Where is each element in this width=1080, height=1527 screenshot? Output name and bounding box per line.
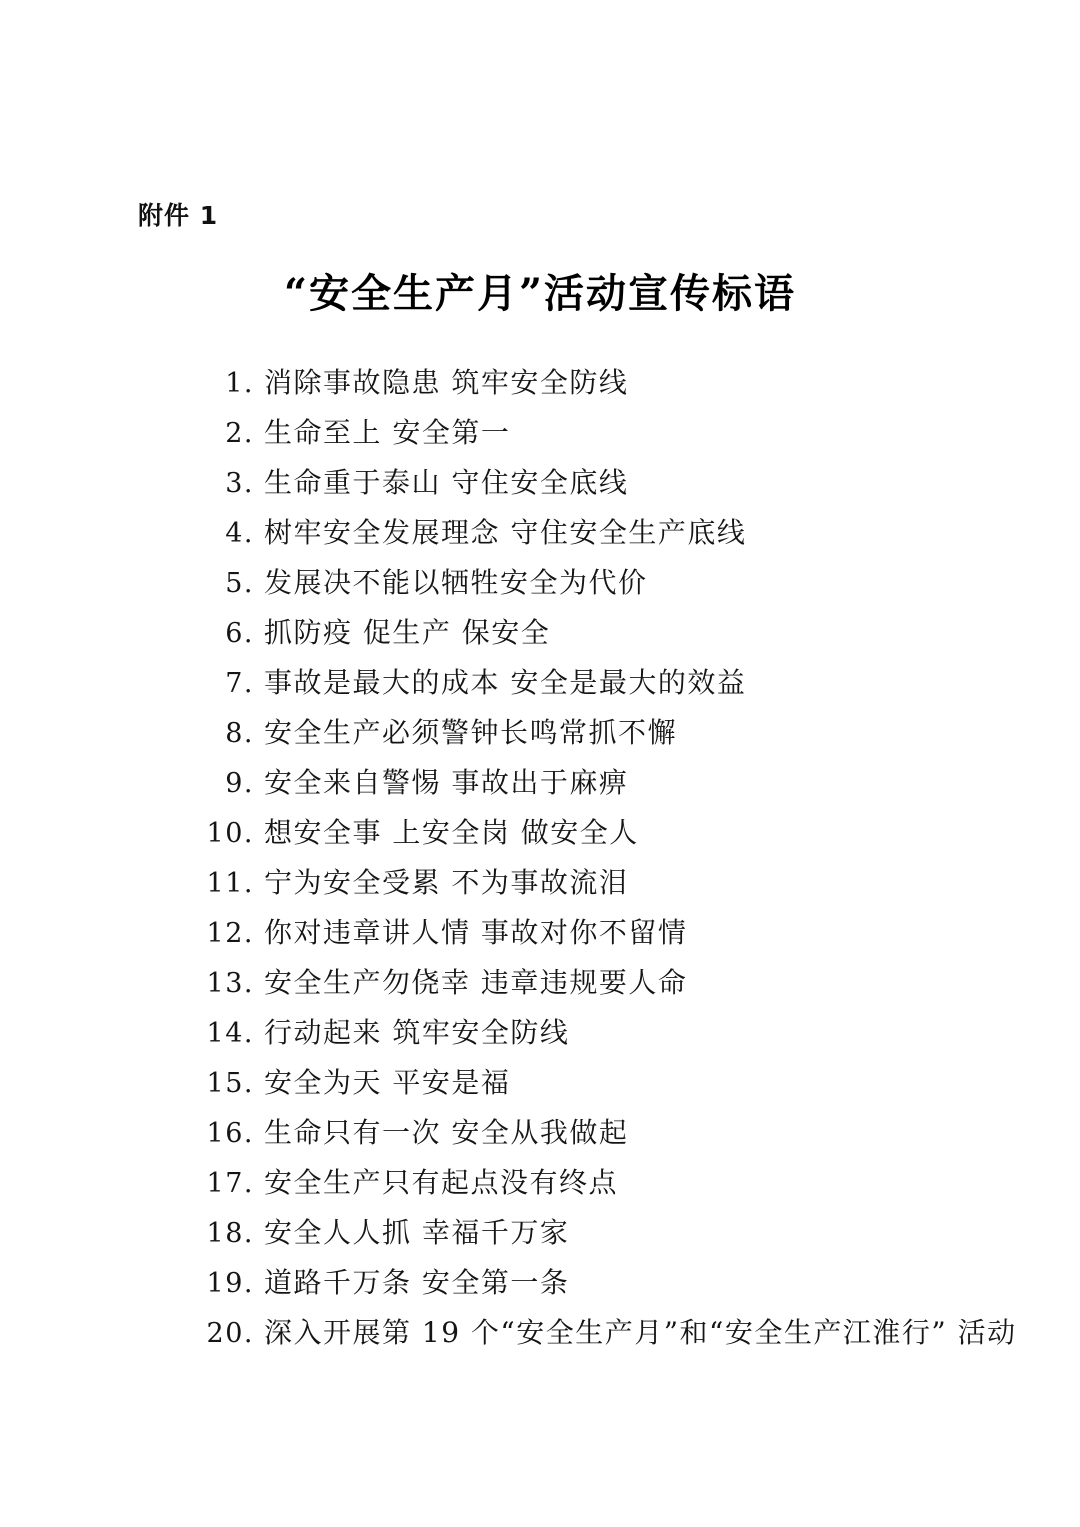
list-item-number: 12.	[206, 918, 254, 949]
list-item-text: 抓防疫 促生产 保安全	[264, 616, 551, 649]
list-item-number: 9.	[225, 768, 254, 799]
list-item	[200, 508, 960, 558]
list-item-text: 发展决不能以牺牲安全为代价	[264, 566, 648, 599]
list-item-number: 6.	[225, 618, 254, 649]
list-item-text: 安全生产必须警钟长鸣常抓不懈	[264, 716, 678, 749]
list-item-text: 树牢安全发展理念 守住安全生产底线	[264, 516, 747, 549]
list-item	[200, 908, 960, 958]
list-item	[200, 1008, 960, 1058]
list-item	[200, 658, 960, 708]
list-item	[200, 558, 960, 608]
list-item-text: 安全生产勿侥幸 违章违规要人命	[264, 966, 688, 999]
list-item-text: 生命至上 安全第一	[264, 416, 511, 449]
list-item-text: 安全来自警惕 事故出于麻痹	[264, 766, 629, 799]
list-item	[200, 858, 960, 908]
list-item-number: 8.	[225, 718, 254, 749]
list-item-text: 事故是最大的成本 安全是最大的效益	[264, 666, 747, 699]
list-item-text: 行动起来 筑牢安全防线	[264, 1016, 570, 1049]
list-item	[200, 1258, 960, 1308]
list-item-number: 11.	[206, 868, 254, 899]
list-item-number: 16.	[206, 1118, 254, 1149]
list-item-number: 13.	[206, 968, 254, 999]
list-item-number: 20.	[206, 1318, 254, 1349]
list-item-number: 4.	[225, 518, 254, 549]
list-item-text: 深入开展第 19 个“安全生产月”和“安全生产江淮行” 活动	[264, 1316, 1017, 1349]
list-item-text: 想安全事 上安全岗 做安全人	[264, 816, 639, 849]
list-item-number: 7.	[225, 668, 254, 699]
list-item-text: 消除事故隐患 筑牢安全防线	[264, 366, 629, 399]
list-item	[200, 1058, 960, 1108]
list-item	[200, 758, 960, 808]
page-title: “安全生产月”活动宣传标语	[283, 270, 796, 317]
list-item-number: 18.	[206, 1218, 254, 1249]
list-item-number: 5.	[225, 568, 254, 599]
list-item-text: 生命只有一次 安全从我做起	[264, 1116, 629, 1149]
list-item	[200, 1158, 960, 1208]
slogan-list	[200, 358, 1017, 1358]
list-item	[200, 808, 960, 858]
list-item-text: 生命重于泰山 守住安全底线	[264, 466, 629, 499]
attachment-label: 附件 1	[138, 201, 219, 230]
list-item	[200, 608, 960, 658]
list-item-number: 10.	[206, 818, 254, 849]
list-item-number: 14.	[206, 1018, 254, 1049]
list-item-number: 1.	[225, 368, 254, 399]
list-item	[200, 358, 960, 408]
list-item	[200, 408, 960, 458]
list-item	[200, 458, 960, 508]
list-item	[200, 1108, 960, 1158]
list-item-number: 19.	[206, 1268, 254, 1299]
list-item-text: 你对违章讲人情 事故对你不留情	[264, 916, 688, 949]
list-item-text: 安全为天 平安是福	[264, 1066, 511, 1099]
list-item	[200, 708, 960, 758]
list-item-text: 安全生产只有起点没有终点	[264, 1166, 619, 1199]
list-item-text: 道路千万条 安全第一条	[264, 1266, 570, 1299]
list-item-number: 17.	[206, 1168, 254, 1199]
list-item	[200, 1208, 960, 1258]
list-item-number: 15.	[206, 1068, 254, 1099]
list-item-text: 宁为安全受累 不为事故流泪	[264, 866, 629, 899]
list-item	[200, 958, 960, 1008]
list-item-number: 2.	[225, 418, 254, 449]
list-item	[200, 1308, 1017, 1358]
list-item-number: 3.	[225, 468, 254, 499]
list-item-text: 安全人人抓 幸福千万家	[264, 1216, 570, 1249]
